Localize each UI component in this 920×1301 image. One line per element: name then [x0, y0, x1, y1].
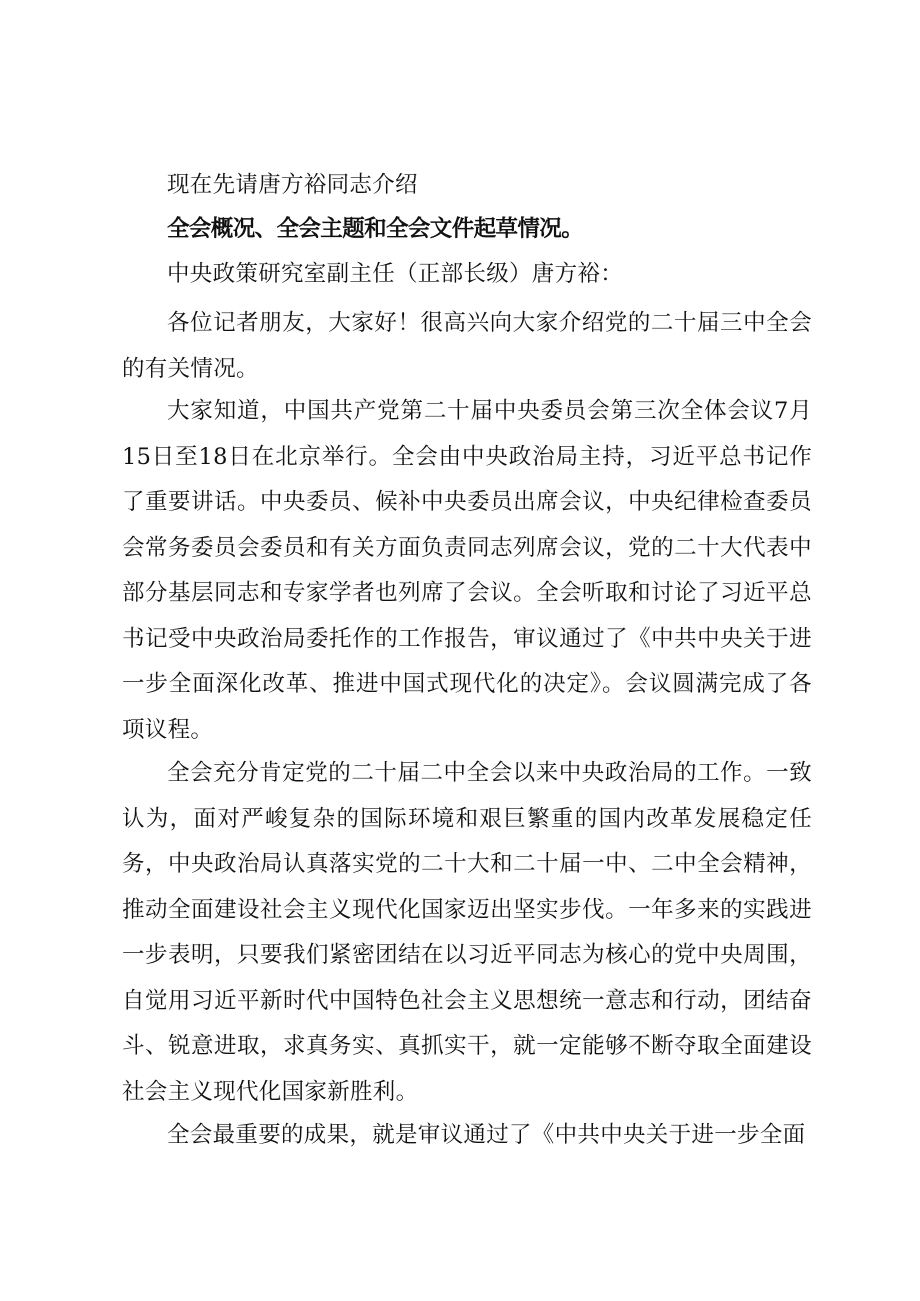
speaker-line: 中央政策研究室副主任（正部长级）唐方裕：	[167, 261, 624, 287]
topic-line: 全会概况、全会主题和全会文件起草情况。	[167, 216, 584, 242]
paragraph-politburo-work: 全会充分肯定党的二十届二中全会以来中央政治局的工作。一致认为，面对严峻复杂的国际环境和艰巨繁重的国内改革发展稳定任务，中央政治局认真落实党的二十大和二十届一中、二中全会精神，推动全面建设社会主义现代化国家迈出坚实步伐。一年多来的实践进一步表明，只要我们紧密团结在以习近平同志为核心的党中央周围，自觉用习近平新时代中国特色社会主义思想统一意志和行动，团结奋斗、锐意进取，求真务实、真抓实干，就一定能够不断夺取全面建设社会主义现代化国家新胜利。	[122, 760, 812, 1105]
paragraph-key-outcome: 全会最重要的成果，就是审议通过了《中共中央关于进一步全面	[167, 1122, 806, 1148]
intro-line: 现在先请唐方裕同志介绍	[167, 172, 418, 198]
paragraph-meeting-overview: 大家知道，中国共产党第二十届中央委员会第三次全体会议7月15日至18日在北京举行。全会由中央政治局主持，习近平总书记作了重要讲话。中央委员、候补中央委员出席会议，中央纪律检查委员会常务委员会委员和有关方面负责同志列席会议，党的二十大代表中部分基层同志和专家学者也列席了会议。全会听取和讨论了习近平总书记受中央政治局委托作的工作报告，审议通过了《中共中央关于进一步全面深化改革、推进中国式现代化的决定》。会议圆满完成了各项议程。	[122, 398, 812, 743]
paragraph-greeting: 各位记者朋友，大家好！很高兴向大家介绍党的二十届三中全会的有关情况。	[122, 310, 812, 382]
